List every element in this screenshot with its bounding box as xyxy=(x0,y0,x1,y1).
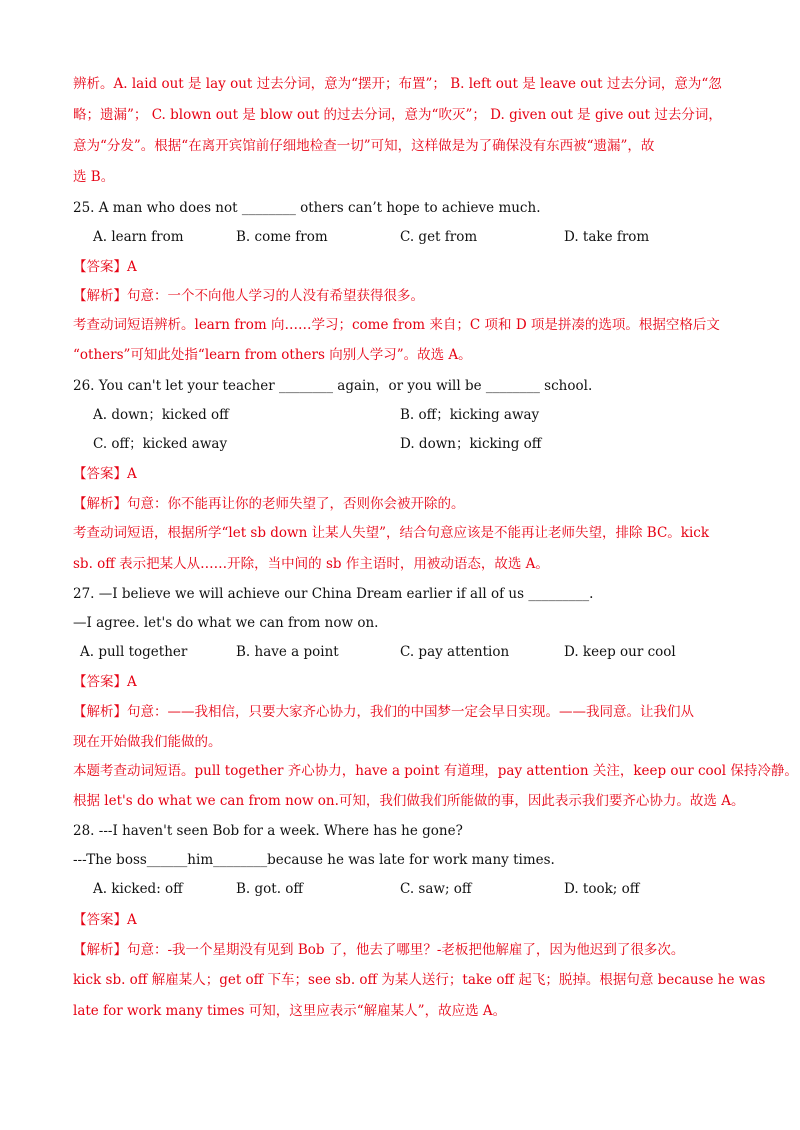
question-25-analysis: 考查动词短语辨析。learn from 向……学习；come from 来自；C 项和 D 项是拼凑的选项。根据空格后文 xyxy=(73,317,720,333)
question-27-analysis: 根据 let's do what we can from now on.可知，我们做我们所能做的事，因此表示我们要齐心协力。故选 A。 xyxy=(73,793,745,809)
question-26-analysis: 考查动词短语，根据所学“let sb down 让某人失望”，结合句意应该是不能再让老师失望，排除 BC。kick xyxy=(73,525,710,541)
question-26-option-b: B. off；kicking away xyxy=(400,407,540,423)
question-28-analysis: kick sb. off 解雇某人；get off 下车；see sb. off 为某人送行；take off 起飞；脱掉。根据句意 because he was xyxy=(73,972,766,988)
question-27-option-c: C. pay attention xyxy=(400,644,510,660)
question-27-stem: —I agree. let's do what we can from now on. xyxy=(73,615,379,631)
question-27-option-d: D. keep our cool xyxy=(564,644,676,660)
question-27-option-a: A. pull together xyxy=(80,644,188,660)
question-26-option-c: C. off；kicked away xyxy=(93,436,228,452)
question-27-stem: 27. —I believe we will achieve our China Dream earlier if all of us _________. xyxy=(73,586,594,602)
question-26-option-d: D. down；kicking off xyxy=(400,436,542,452)
question-28-analysis: 【解析】句意：-我一个星期没有见到 Bob 了，他去了哪里？-老板把他解雇了，因为他迟到了很多次。 xyxy=(73,942,685,958)
question-26-stem: 26. You can't let your teacher ________ again，or you will be ________ school. xyxy=(73,378,593,394)
question-27-analysis: 现在开始做我们能做的。 xyxy=(73,734,222,750)
question-28-stem: ---The boss______him________because he was late for work many times. xyxy=(73,852,555,868)
question-25-analysis: “others”可知此处指“learn from others 向别人学习”。故选 A。 xyxy=(73,347,472,363)
question-26-answer: 【答案】A xyxy=(73,466,137,482)
question-26-analysis: 【解析】句意：你不能再让你的老师失望了，否则你会被开除的。 xyxy=(73,496,465,512)
explanation-line: 略；遗漏”； C. blown out 是 blow out 的过去分词，意为“吹灭”； D. given out 是 give out 过去分词， xyxy=(73,107,722,123)
question-27-answer: 【答案】A xyxy=(73,674,137,690)
question-25-option-d: D. take from xyxy=(564,229,650,245)
question-28-answer: 【答案】A xyxy=(73,912,137,928)
question-25-option-b: B. come from xyxy=(236,229,328,245)
question-27-option-b: B. have a point xyxy=(236,644,339,660)
question-26-option-a: A. down；kicked off xyxy=(93,407,229,423)
question-27-analysis: 【解析】句意：——我相信，只要大家齐心协力，我们的中国梦一定会早日实现。——我同意。让我们从 xyxy=(73,704,694,720)
question-25-analysis: 【解析】句意：一个不向他人学习的人没有希望获得很多。 xyxy=(73,288,424,304)
question-28-option-c: C. saw; off xyxy=(400,881,472,897)
question-28-option-b: B. got. off xyxy=(236,881,303,897)
explanation-line: 辨析。A. laid out 是 lay out 过去分词，意为“摆开；布置”； B. left out 是 leave out 过去分词，意为“忽 xyxy=(73,76,722,92)
question-27-analysis: 本题考查动词短语。pull together 齐心协力，have a point 有道理，pay attention 关注，keep our cool 保持冷静。 xyxy=(73,763,798,779)
question-28-stem: 28. ---I haven't seen Bob for a week. Where has he gone? xyxy=(73,823,463,839)
question-25-option-c: C. get from xyxy=(400,229,478,245)
explanation-line: 意为“分发”。根据“在离开宾馆前仔细地检查一切”可知，这样做是为了确保没有东西被“遗漏”，故 xyxy=(73,138,655,154)
question-28-option-d: D. took; off xyxy=(564,881,640,897)
question-25-stem: 25. A man who does not ________ others can’t hope to achieve much. xyxy=(73,200,541,216)
question-25-option-a: A. learn from xyxy=(93,229,184,245)
question-25-answer: 【答案】A xyxy=(73,259,137,275)
question-26-analysis: sb. off 表示把某人从……开除，当中间的 sb 作主语时，用被动语态，故选 A。 xyxy=(73,556,549,572)
explanation-line: 选 B。 xyxy=(73,169,115,185)
question-28-option-a: A. kicked: off xyxy=(93,881,183,897)
question-28-analysis: late for work many times 可知，这里应表示“解雇某人”，故应选 A。 xyxy=(73,1003,507,1019)
